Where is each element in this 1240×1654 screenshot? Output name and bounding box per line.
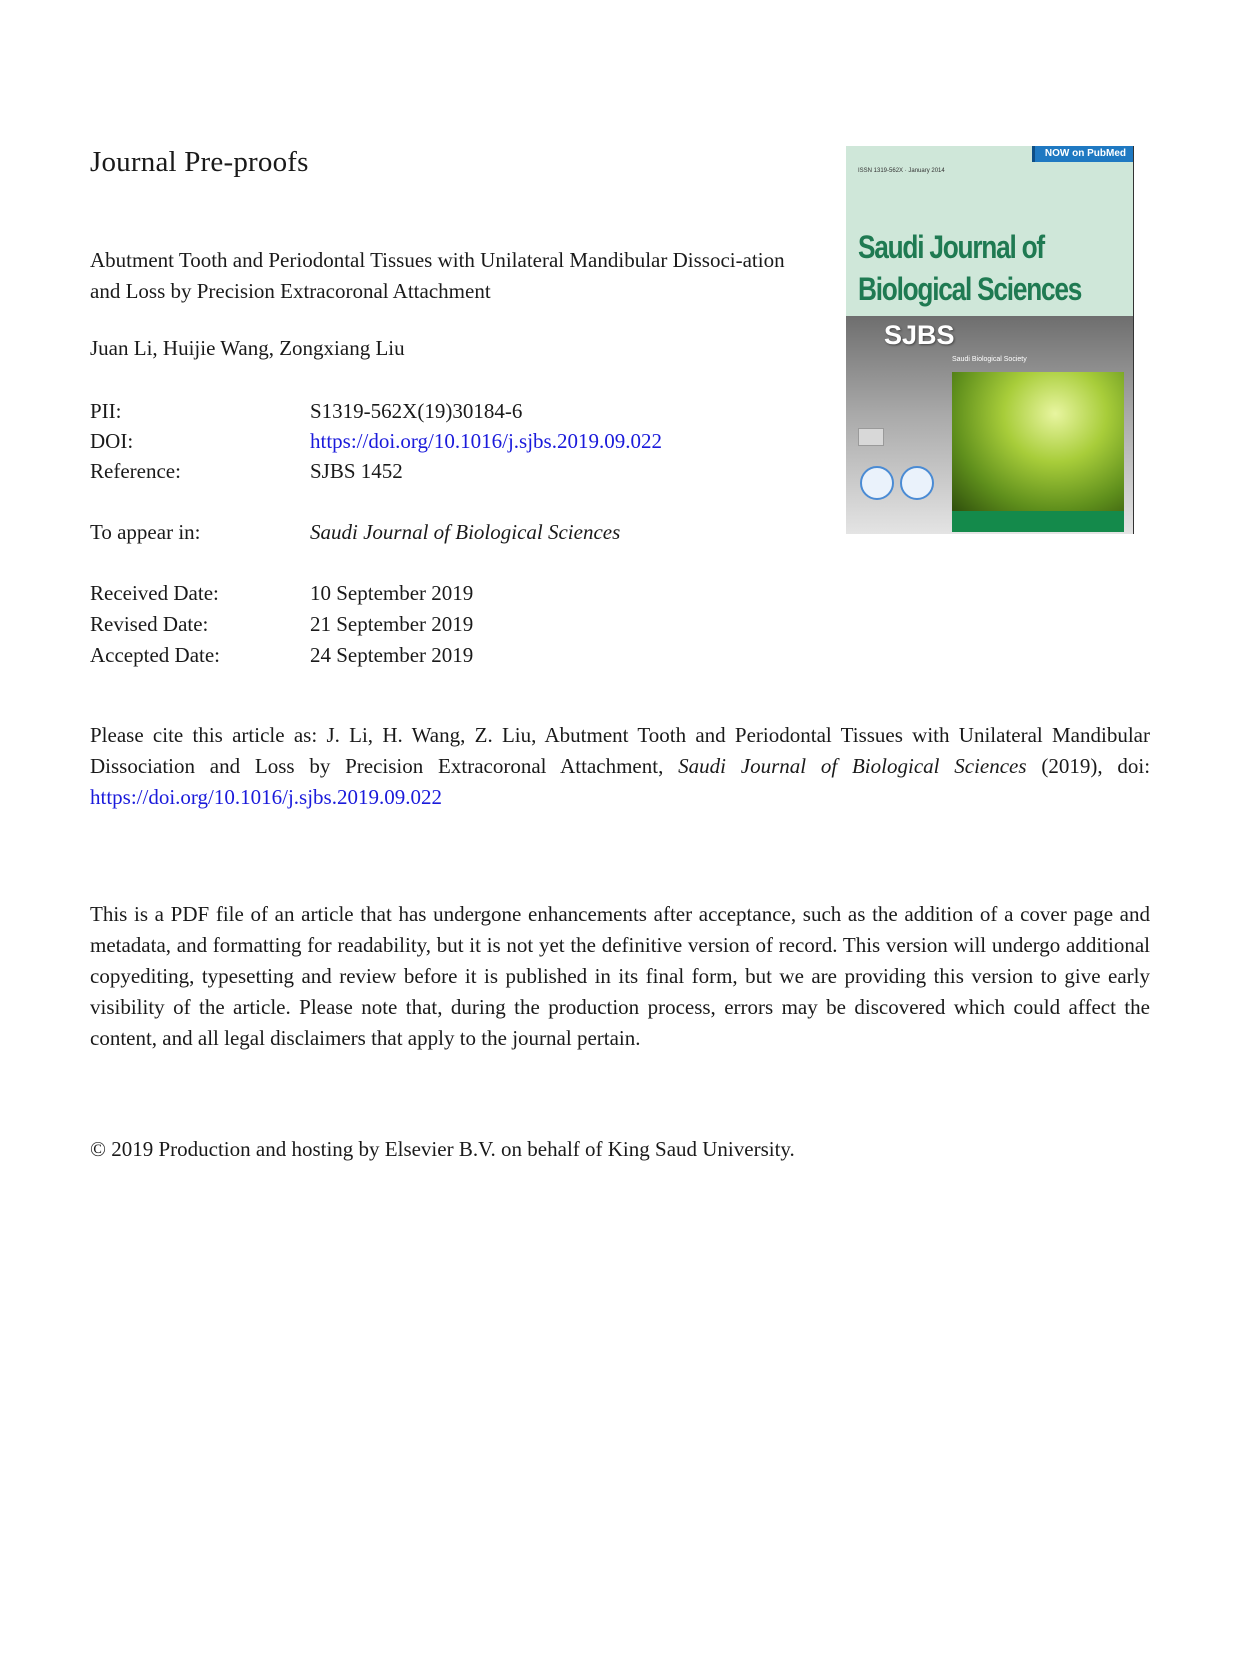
pii-row: [90, 396, 790, 426]
citation-prefix: Please cite this article as: J. Li, H. Wang, Z. Liu, Abutment Tooth and Periodontal Tissues with Unilateral Mandibular Dissociation and Loss by Precision Extracoronal Attachment,: [90, 723, 1150, 778]
cover-acronym: SJBS: [884, 320, 955, 350]
reference-row: [90, 456, 790, 486]
received-row: [90, 578, 790, 608]
cover-title-line2: Biological Sciences: [858, 271, 1082, 307]
revised-row: [90, 609, 790, 639]
reference-label: Reference:: [90, 459, 181, 483]
accepted-label: Accepted Date:: [90, 643, 221, 667]
cover-artwork: [846, 316, 1134, 534]
leaf-photo: [952, 372, 1124, 511]
pubmed-badge: NOW on PubMed: [1032, 146, 1134, 162]
cover-edge: [1133, 146, 1134, 534]
accepted-row: [90, 640, 790, 670]
cover-society: Saudi Biological Society: [952, 356, 1027, 363]
journal-cover-image: [846, 146, 1134, 534]
citation-suffix: (2019), doi:: [1041, 754, 1151, 778]
received-value: 10 September 2019: [310, 581, 474, 605]
received-label: Received Date:: [90, 581, 219, 605]
disclaimer-paragraph: This is a PDF file of an article that has undergone enhancements after acceptance, such as the addition of a cover page and metadata, and formatting for readability, but it is not yet the definitive version of record. This version will undergo additional copyediting, typesetting and review before it is published in its final form, but we are providing this version to give early visibility of the article. Please note that, during the production process, errors may be discovered which could affect the content, and all legal disclaimers that apply to the journal pertain.: [90, 902, 1150, 1050]
society-seal-icon: [860, 466, 894, 500]
cover-title: [858, 226, 1084, 310]
revised-value: 21 September 2019: [310, 612, 474, 636]
cover-issn: ISSN 1319-562X · January 2014: [858, 168, 945, 174]
cover-green-band: [952, 511, 1124, 532]
cover-title-line1: Saudi Journal of: [858, 229, 1044, 265]
doi-row: [90, 426, 790, 456]
article-title: Abutment Tooth and Periodontal Tissues with Unilateral Mandibular Dissoci-ation and Loss by Precision Extracoronal Attachment: [90, 248, 785, 303]
doi-label: DOI:: [90, 429, 134, 453]
accepted-value: 24 September 2019: [310, 643, 474, 667]
elsevier-logo-icon: [858, 428, 884, 446]
citation-paragraph: [90, 720, 1150, 813]
cover-header: [846, 146, 1134, 316]
journal-label: Journal Pre-proofs: [90, 146, 309, 178]
university-seal-icon: [900, 466, 934, 500]
authors: Juan Li, Huijie Wang, Zongxiang Liu: [90, 336, 405, 360]
copyright-notice: © 2019 Production and hosting by Elsevier B.V. on behalf of King Saud University.: [90, 1137, 795, 1161]
reference-value: SJBS 1452: [310, 459, 403, 483]
pii-label: PII:: [90, 399, 122, 423]
doi-link[interactable]: https://doi.org/10.1016/j.sjbs.2019.09.022: [310, 429, 662, 453]
citation-journal: Saudi Journal of Biological Sciences: [678, 754, 1027, 778]
citation-doi-link[interactable]: https://doi.org/10.1016/j.sjbs.2019.09.022: [90, 785, 442, 809]
pii-value: S1319-562X(19)30184-6: [310, 399, 523, 423]
revised-label: Revised Date:: [90, 612, 209, 636]
appear-value: Saudi Journal of Biological Sciences: [310, 520, 621, 544]
appear-label: To appear in:: [90, 520, 201, 544]
appear-row: [90, 517, 790, 547]
